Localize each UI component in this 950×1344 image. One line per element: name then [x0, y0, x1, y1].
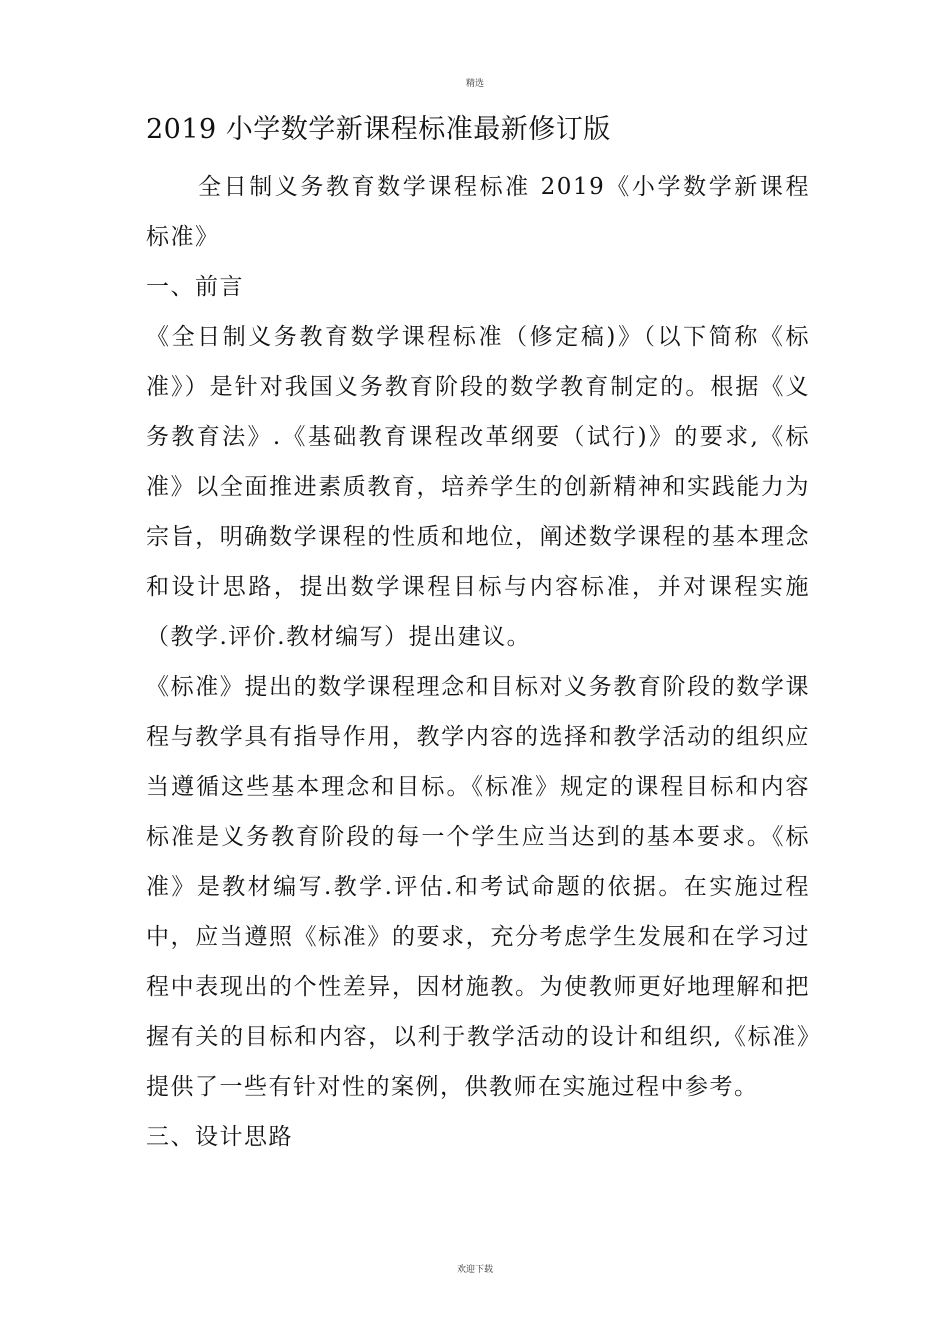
- paragraph-standard-role: 《标准》提出的数学课程理念和目标对义务教育阶段的数学课程与教学具有指导作用，教学内容的选择和教学活动的组织应当遵循这些基本理念和目标。《标准》规定的课程目标和内容标准是义务教育阶段的每一个学生应当达到的基本要求。《标准》是教材编写.教学.评估.和考试命题的依据。在实施过程中，应当遵照《标准》的要求，充分考虑学生发展和在学习过程中表现出的个性差异，因材施教。为使教师更好地理解和把握有关的目标和内容，以利于教学活动的设计和组织,《标准》提供了一些有针对性的案例，供教师在实施过程中参考。: [146, 674, 810, 1100]
- section-heading-design: 三、设计思路: [146, 1124, 293, 1150]
- page-footer-mark: 欢迎下载: [456, 1265, 493, 1275]
- document-body: [146, 108, 810, 1162]
- document-title: 2019 小学数学新课程标准最新修订版: [146, 114, 611, 145]
- document-subtitle: 全日制义务教育数学课程标准 2019《小学数学新课程标准》: [146, 174, 810, 250]
- paragraph-intro: 《全日制义务教育数学课程标准（修定稿)》（以下简称《标准》）是针对我国义务教育阶段的数学教育制定的。根据《义务教育法》.《基础教育课程改革纲要（试行)》的要求,《标准》以全面推进素质教育，培养学生的创新精神和实践能力为宗旨，明确数学课程的性质和地位，阐述数学课程的基本理念和设计思路，提出数学课程目标与内容标准，并对课程实施（教学.评价.教材编写）提出建议。: [146, 324, 810, 650]
- page-header-mark: 精选: [465, 79, 484, 89]
- section-heading-preface: 一、前言: [146, 274, 244, 300]
